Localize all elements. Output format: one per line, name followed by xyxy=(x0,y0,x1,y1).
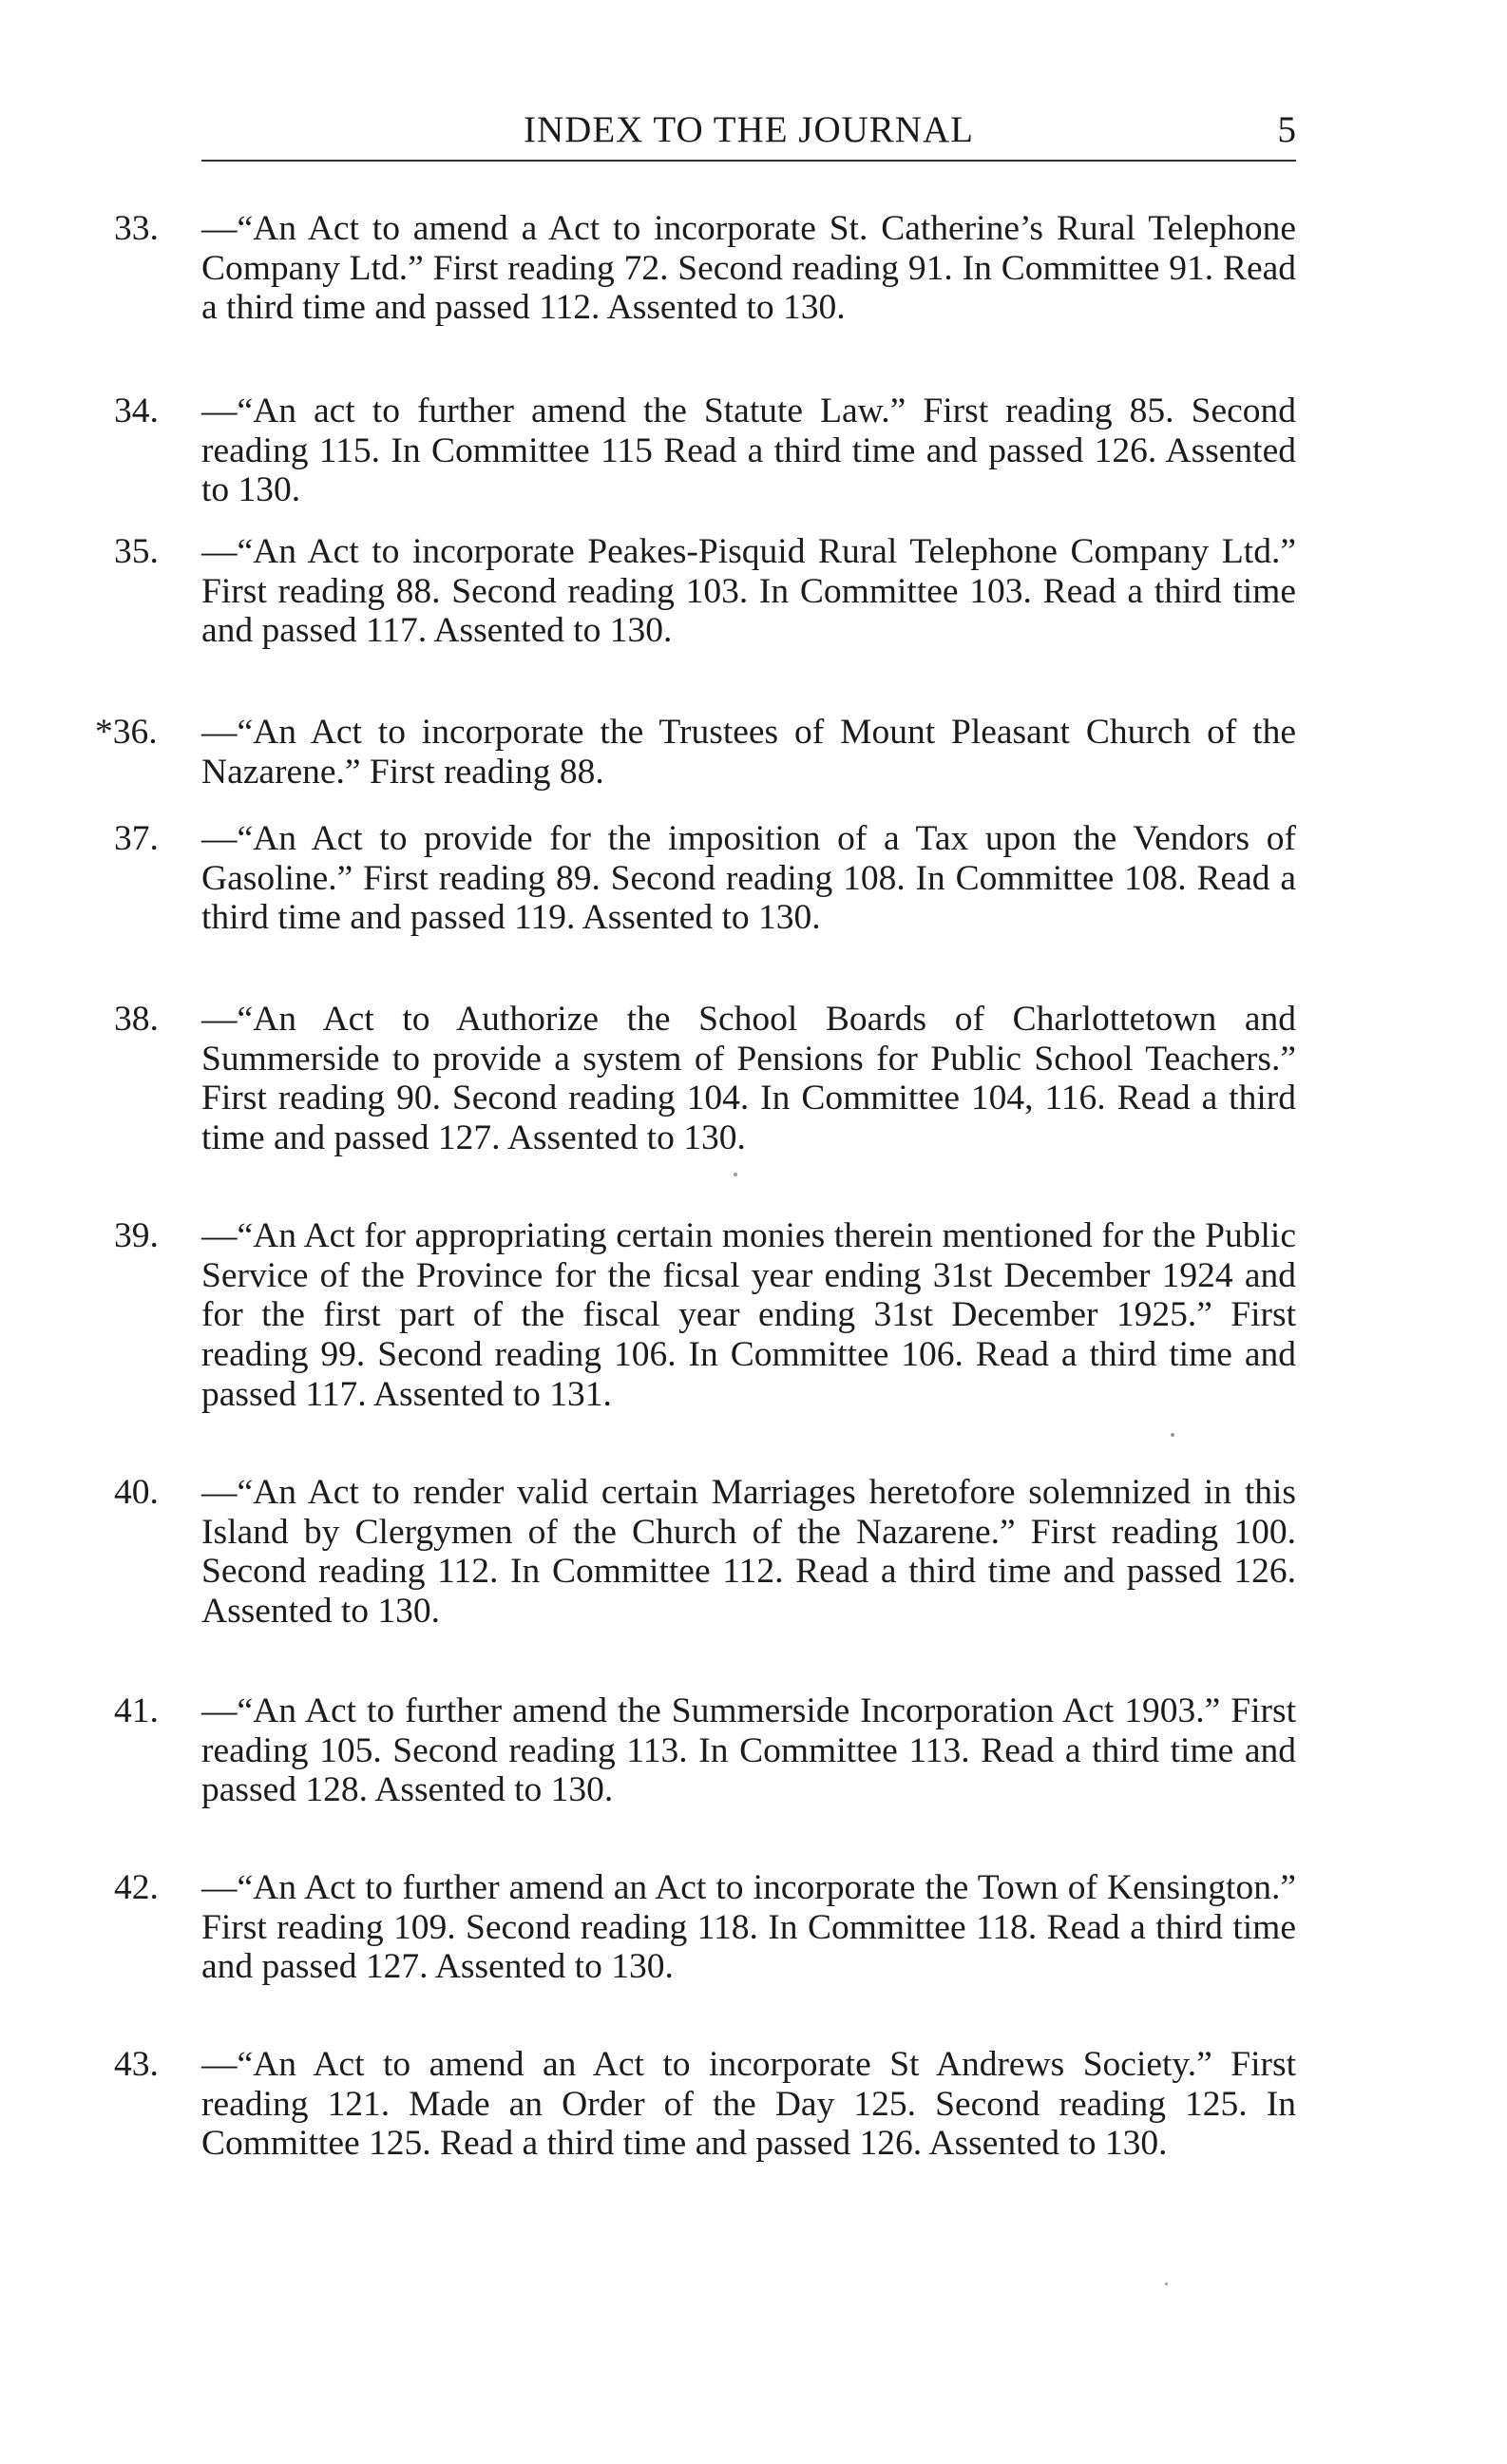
entry-dash: — xyxy=(201,1691,238,1730)
index-entry-43 xyxy=(114,2045,1296,2164)
entry-number: 33. xyxy=(114,209,159,248)
entry-dash: — xyxy=(201,1216,238,1255)
entry-text: “An Act to incorporate Peakes-Pisquid Rural Telephone Company Ltd.” First reading 88. Second reading 103. In Committee 103. Read a third time and passed 117. Assented to 130. xyxy=(201,532,1296,651)
entry-star: * xyxy=(95,713,113,752)
entry-text: “An Act to provide for the imposition of a Tax upon the Vendors of Gasoline.” First reading 89. Second reading 108. In Committee 108. Read a third time and passed 119. Assented to 130. xyxy=(201,819,1296,938)
entry-dash: — xyxy=(201,1000,238,1039)
page-header xyxy=(201,103,1296,160)
entry-dash: — xyxy=(201,2045,238,2084)
entry-dash: — xyxy=(201,1868,238,1907)
entry-text: “An Act to further amend the Summerside Incorporation Act 1903.” First reading 105. Second reading 113. In Committee 113. Read a third time and passed 128. Assented to 130. xyxy=(201,1691,1296,1810)
index-entry-36 xyxy=(95,713,1296,792)
entry-number: 40. xyxy=(114,1473,159,1512)
index-entry-37 xyxy=(114,819,1296,938)
index-entry-42 xyxy=(114,1868,1296,1987)
entry-number: 41. xyxy=(114,1691,159,1730)
index-entry-35 xyxy=(114,532,1296,651)
entry-number: 36. xyxy=(112,713,158,752)
entry-text: “An Act to render valid certain Marriages heretofore solemnized in this Island by Clergymen of the Church of the Nazarene.” First reading 100. Second reading 112. In Committee 112. Read a third time and passed 126. Assented to 130. xyxy=(201,1473,1296,1632)
page-number: 5 xyxy=(1277,109,1296,150)
entry-dash: — xyxy=(201,819,238,858)
running-title: INDEX TO THE JOURNAL xyxy=(524,109,974,150)
index-entry-33 xyxy=(114,209,1296,328)
index-entry-39 xyxy=(114,1216,1296,1415)
entry-dash: — xyxy=(201,713,238,752)
header-rule xyxy=(201,160,1296,162)
entry-dash: — xyxy=(201,209,238,248)
entry-text: “An Act to amend an Act to incorporate St Andrews Society.” First reading 121. Made an Order of the Day 125. Second reading 125. In Committee 125. Read a third time and passed 126. Assented to 130. xyxy=(201,2045,1296,2164)
index-entry-41 xyxy=(114,1691,1296,1810)
entry-text: “An Act to Authorize the School Boards of Charlottetown and Summerside to provide a system of Pensions for Public School Teachers.” First reading 90. Second reading 104. In Committee 104, 116. Read a third time and passed 127. Assented to 130. xyxy=(201,1000,1296,1158)
entry-number: 37. xyxy=(114,819,159,858)
entry-number: 34. xyxy=(114,392,159,430)
index-entry-38 xyxy=(114,1000,1296,1158)
entry-number: 43. xyxy=(114,2045,159,2084)
index-entry-40 xyxy=(114,1473,1296,1632)
paper-speck xyxy=(1171,1433,1174,1437)
paper-speck xyxy=(734,1173,737,1176)
entry-number: 42. xyxy=(114,1868,159,1907)
entry-text: “An act to further amend the Statute Law.” First reading 85. Second reading 115. In Committee 115 Read a third time and passed 126. Assented to 130. xyxy=(201,392,1296,510)
entry-dash: — xyxy=(201,1473,238,1512)
entry-number: 35. xyxy=(114,532,159,571)
entry-dash: — xyxy=(201,532,238,571)
paper-speck xyxy=(1165,2283,1168,2285)
entry-text: “An Act to incorporate the Trustees of Mount Pleasant Church of the Nazarene.” First reading 88. xyxy=(201,713,1296,792)
index-entry-34 xyxy=(114,392,1296,510)
entry-text: “An Act to further amend an Act to incorporate the Town of Kensington.” First reading 109. Second reading 118. In Committee 118. Read a third time and passed 127. Assented to 130. xyxy=(201,1868,1296,1987)
entry-number: 39. xyxy=(114,1216,159,1255)
entry-text: “An Act to amend a Act to incorporate St. Catherine’s Rural Telephone Company Ltd.” First reading 72. Second reading 91. In Committee 91. Read a third time and passed 112. Assented to 130. xyxy=(201,209,1296,328)
entry-dash: — xyxy=(201,392,238,430)
entry-text: “An Act for appropriating certain monies therein mentioned for the Public Service of the Province for the ficsal year ending 31st December 1924 and for the first part of the fiscal year ending 31st December 1925.” First reading 99. Second reading 106. In Committee 106. Read a third time and passed 117. Assented to 131. xyxy=(201,1216,1296,1414)
entry-number: 38. xyxy=(114,1000,159,1039)
